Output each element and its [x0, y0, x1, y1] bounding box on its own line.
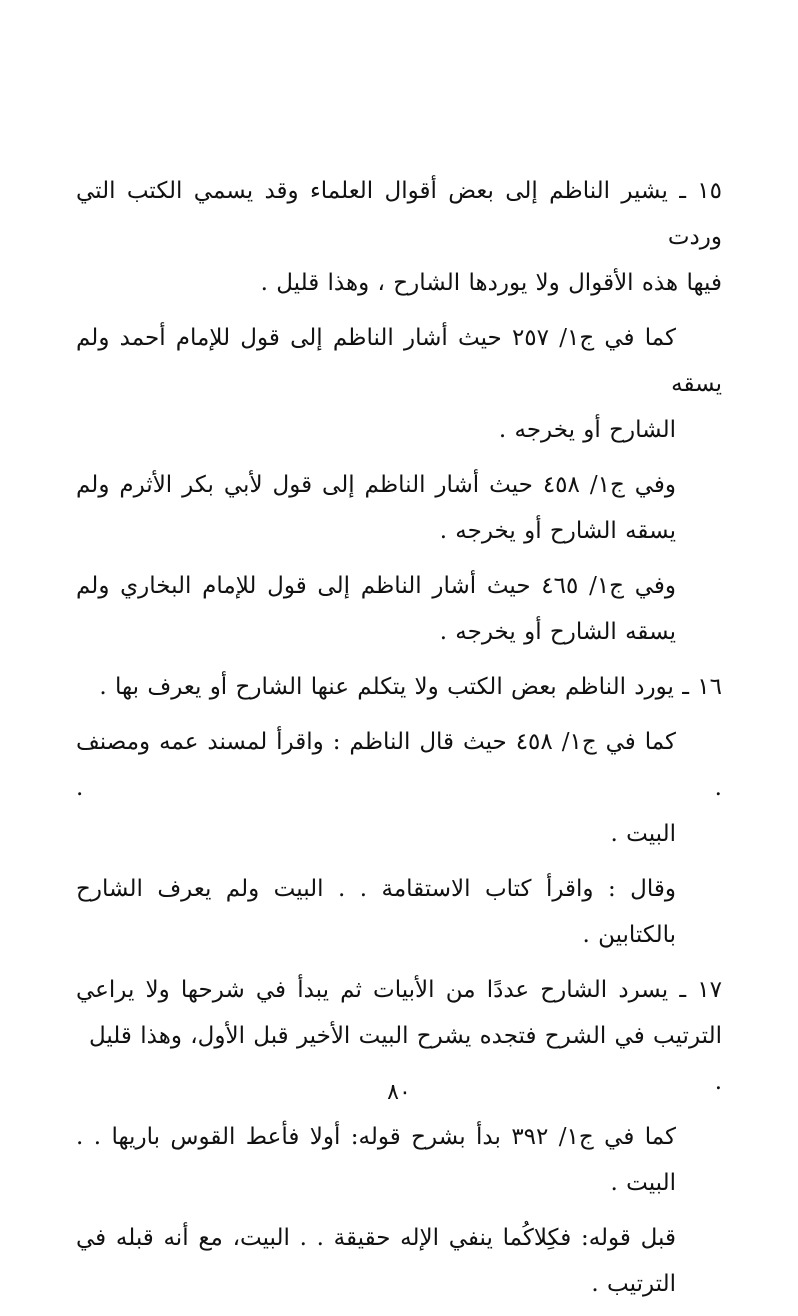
text-line: ١٥ ـ يشير الناظم إلى بعض أقوال العلماء وقد يسمي الكتب التي وردت [76, 178, 722, 250]
text-line: يسقه الشارح أو يخرجه . [439, 518, 676, 544]
page-body [76, 168, 722, 1316]
text-line: قبل قوله: فكِلاكُما ينفي الإله حقيقة . . البيت، مع أنه قبله في [76, 1225, 676, 1251]
page-number: ٨٠ [387, 1080, 411, 1105]
text-line: الشارح أو يخرجه . [498, 417, 676, 443]
text-line: فيها هذه الأقوال ولا يوردها الشارح ، وهذا قليل . [260, 270, 722, 296]
paragraph-example-istiqama [76, 866, 722, 958]
paragraph-example-ahmad [76, 315, 722, 453]
text-line: بالكتابين . [582, 922, 676, 948]
paragraph-example-musnad [76, 719, 722, 857]
paragraph-15 [76, 168, 722, 306]
paragraph-example-bukhari [76, 563, 722, 655]
text-line: يسقه الشارح أو يخرجه . [439, 619, 676, 645]
text-line: البيت . [610, 1170, 676, 1196]
text-line: كما في ج١/ ٣٩٢ بدأ بشرح قوله: أولا فأعط القوس باريها . . [76, 1124, 676, 1150]
text-line: وفي ج١/ ٤٦٥ حيث أشار الناظم إلى قول للإمام البخاري ولم [76, 573, 676, 599]
text-line: البيت . [610, 821, 676, 847]
text-line: الترتيب . [591, 1271, 676, 1297]
paragraph-example-kilakuma [76, 1215, 722, 1307]
text-line: كما في ج١/ ٢٥٧ حيث أشار الناظم إلى قول للإمام أحمد ولم يسقه [76, 325, 722, 397]
paragraph-16 [76, 664, 722, 710]
text-line: وقال : واقرأ كتاب الاستقامة . . البيت ولم يعرف الشارح [76, 876, 676, 902]
text-line: الترتيب في الشرح فتجده يشرح البيت الأخير قبل الأول، وهذا قليل . [88, 1023, 722, 1095]
text-line: كما في ج١/ ٤٥٨ حيث قال الناظم : واقرأ لمسند عمه ومصنف . . [76, 729, 722, 801]
text-line: ١٧ ـ يسرد الشارح عددًا من الأبيات ثم يبدأ في شرحها ولا يراعي [76, 977, 722, 1003]
paragraph-example-athram [76, 462, 722, 554]
text-line: وفي ج١/ ٤٥٨ حيث أشار الناظم إلى قول لأبي بكر الأثرم ولم [76, 472, 676, 498]
paragraph-example-qaws [76, 1114, 722, 1206]
text-line: ١٦ ـ يورد الناظم بعض الكتب ولا يتكلم عنها الشارح أو يعرف بها . [99, 674, 722, 700]
